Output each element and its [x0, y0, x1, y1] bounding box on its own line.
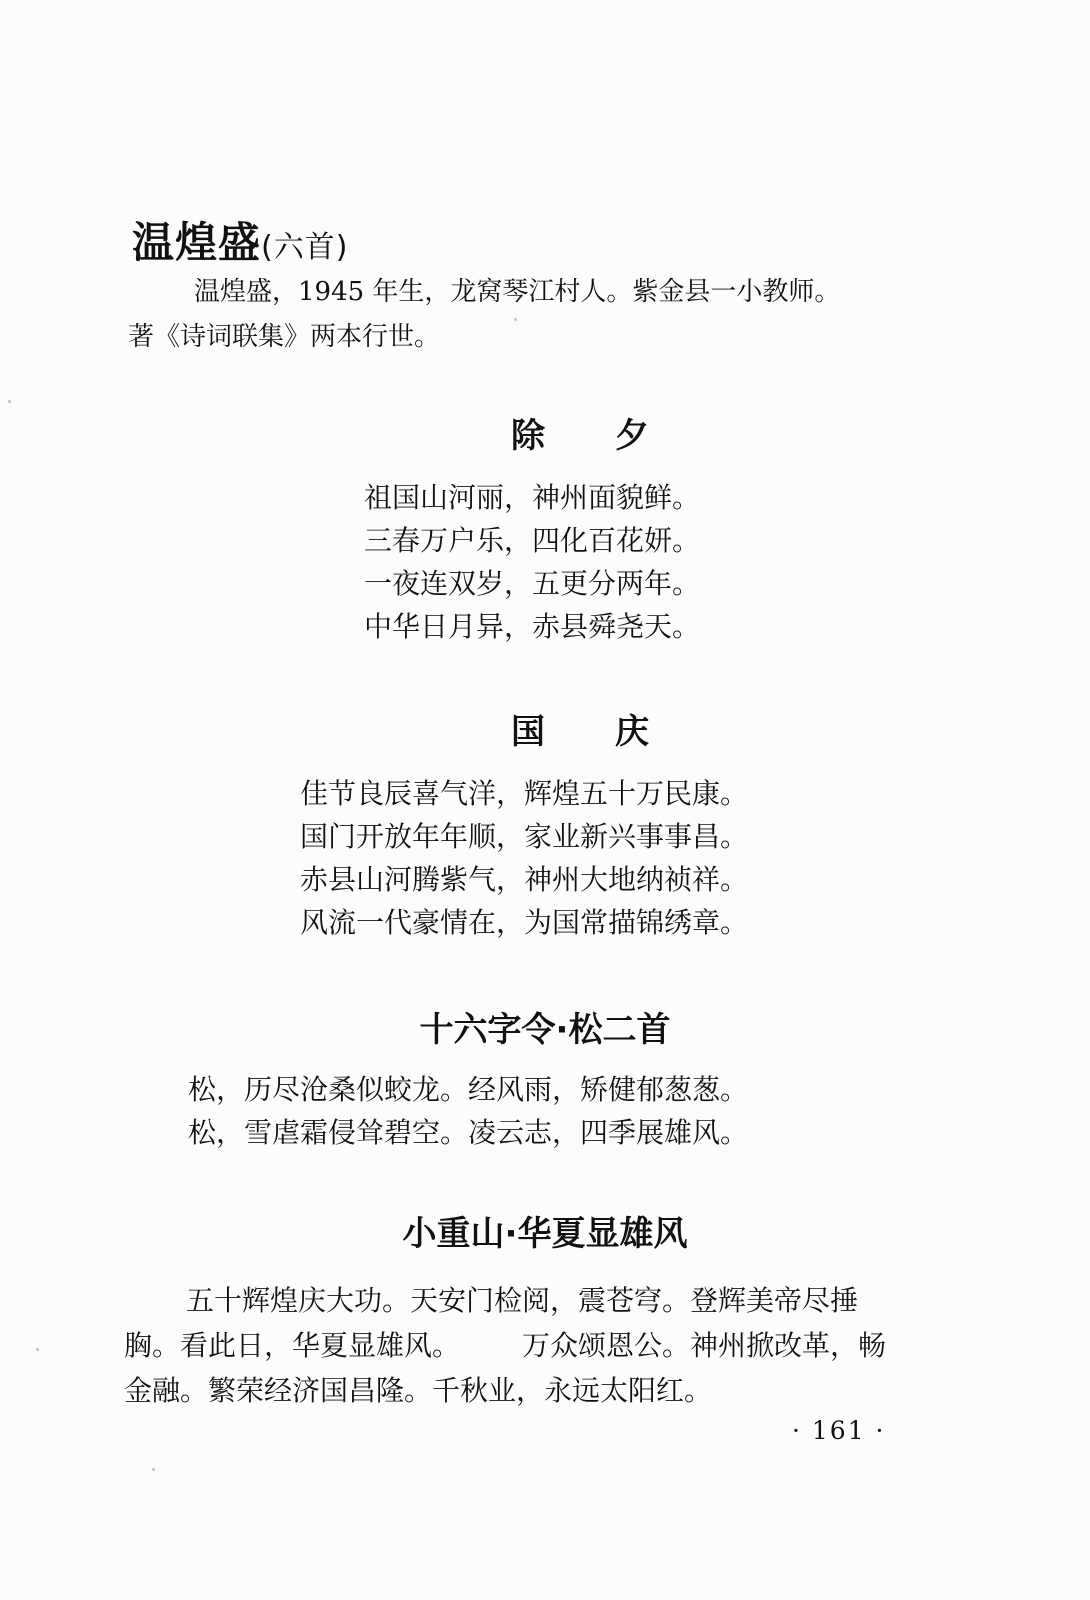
page-number: · 161 · [792, 1416, 886, 1445]
verse-line: 国门开放年年顺，家业新兴事事昌。 [300, 820, 749, 853]
poem-body-guoqing [300, 772, 748, 944]
verse-line: 金融。繁荣经济国昌隆。千秋业，永远太阳红。 [124, 1374, 713, 1407]
verse-line: 五十辉煌庆大功。天安门检阅，震苍穹。登辉美帝尽捶 [186, 1284, 859, 1317]
verse-line: 祖国山河丽，神州面貌鲜。 [364, 481, 701, 514]
verse-line: 佳节良辰喜气洋，辉煌五十万民康。 [300, 777, 749, 810]
author-name: 温煌盛 [132, 218, 262, 267]
verse-line [124, 1323, 966, 1368]
verse-line: 松，雪虐霜侵耸碧空。凌云志，四季展雄风。 [188, 1116, 749, 1149]
poem-title-guoqing: 国庆 [511, 712, 719, 752]
poem-body-shiliuziling [188, 1068, 748, 1154]
bio-line: 著《诗词联集》两本行世。 [128, 322, 441, 352]
scan-speck [152, 1468, 155, 1471]
poem-title-chuxi: 除夕 [511, 416, 719, 456]
poem-body-chuxi [364, 476, 700, 648]
verse-line: 松，历尽沧桑似蛟龙。经风雨，矫健郁葱葱。 [188, 1073, 749, 1106]
verse-segment: 胸。看此日，华夏显雄风。 [124, 1329, 461, 1362]
verse-line: 赤县山河腾紫气，神州大地纳祯祥。 [300, 863, 749, 896]
verse-line: 一夜连双岁，五更分两年。 [364, 567, 701, 600]
verse-line: 中华日月异，赤县舜尧天。 [364, 610, 701, 643]
scan-speck [8, 400, 11, 403]
verse-segment: 万众颂恩公。神州掀改革，畅 [522, 1329, 887, 1362]
poem-title-shiliuziling: 十六字令·松二首 [419, 1010, 671, 1050]
scan-speck [514, 318, 517, 321]
author-bio [128, 270, 968, 360]
verse-line: 风流一代豪情在，为国常描锦绣章。 [300, 906, 749, 939]
scan-speck [36, 1348, 39, 1351]
poem-count: (六首) [261, 230, 349, 265]
verse-line: 三春万户乐，四化百花妍。 [364, 524, 701, 557]
author-heading [132, 210, 348, 270]
bio-line: 温煌盛，1945 年生，龙窝琴江村人。紫金县一小教师。 [194, 277, 841, 307]
poem-title-xiaochongshan: 小重山·华夏显雄风 [402, 1214, 688, 1254]
poem-body-xiaochongshan [124, 1278, 966, 1413]
